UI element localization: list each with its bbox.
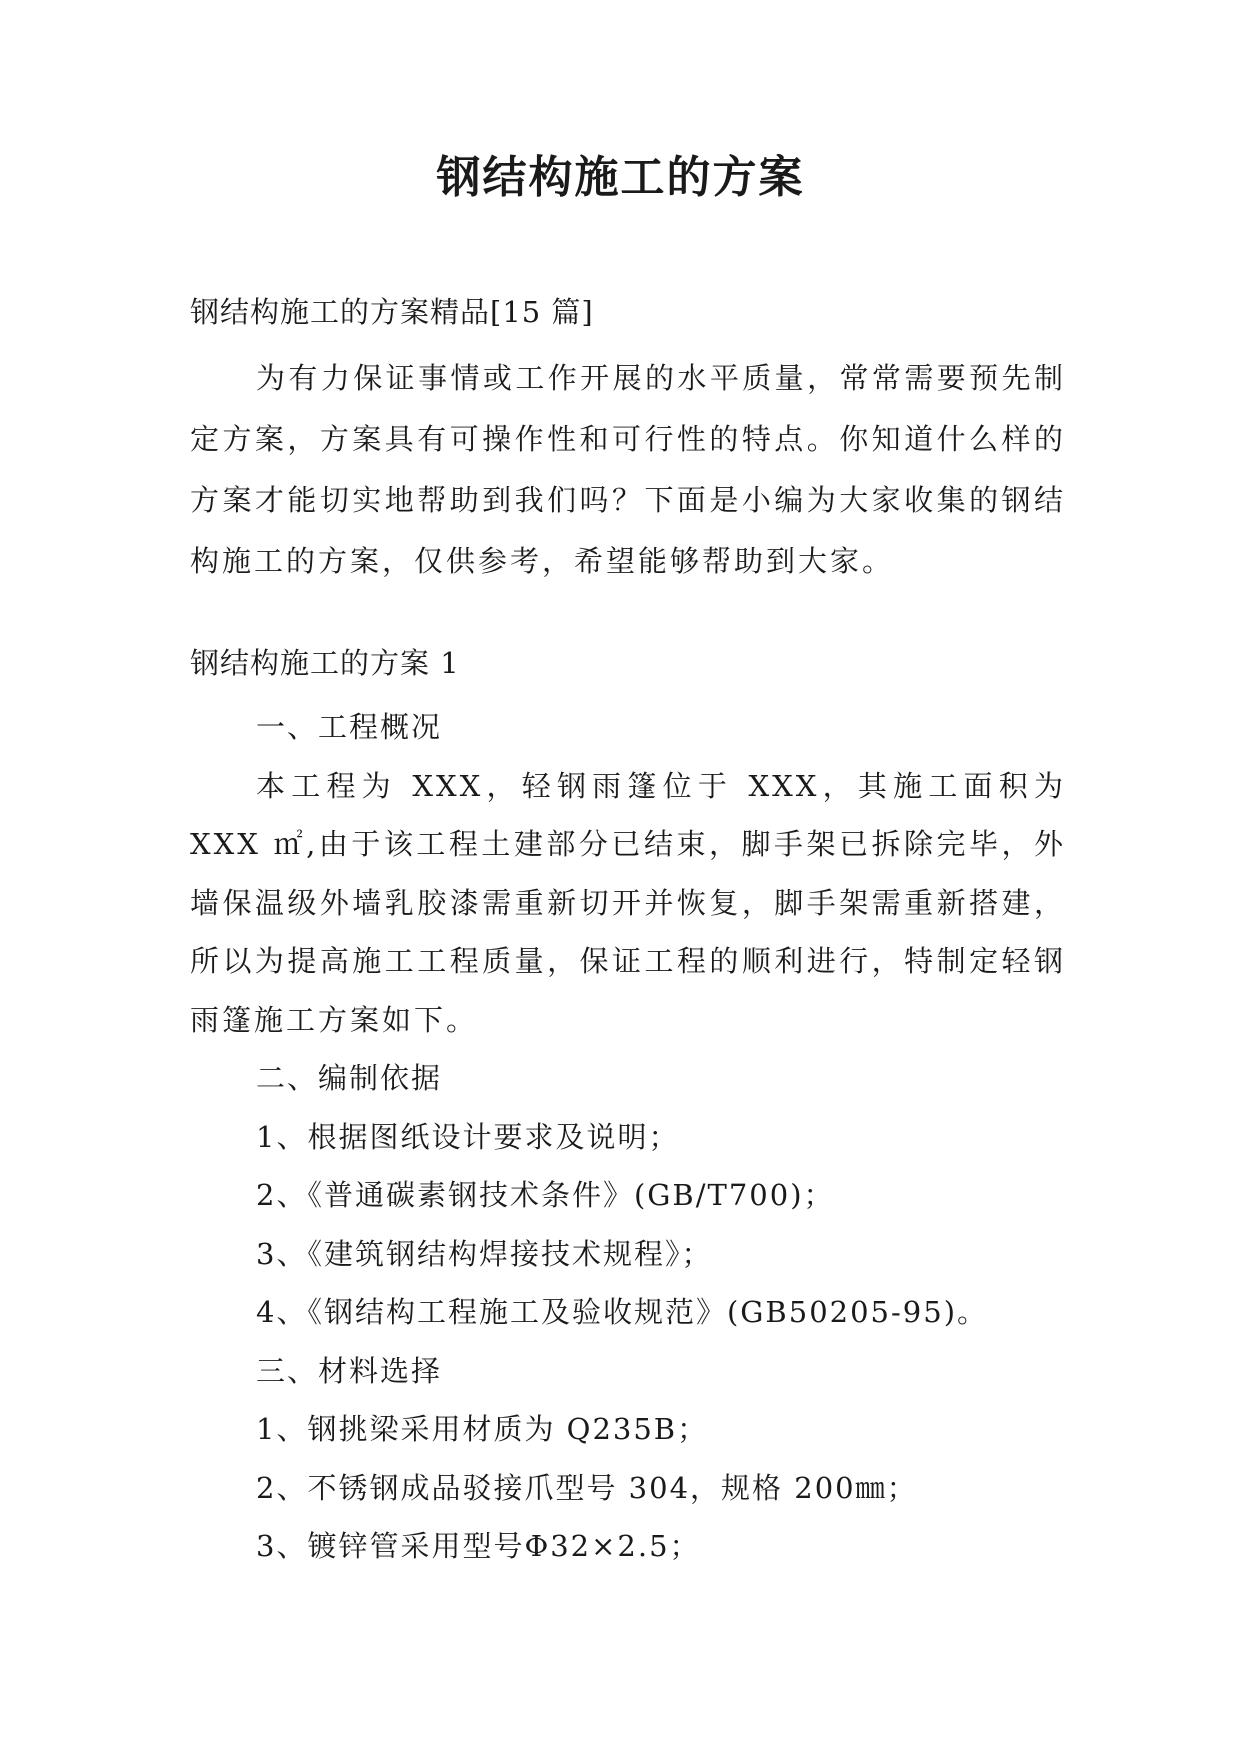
list-item: 2、不锈钢成品驳接爪型号 304，规格 200㎜； xyxy=(256,1470,918,1505)
list-item: 3、《建筑钢结构焊接技术规程》； xyxy=(256,1236,713,1271)
heading-basis: 二、编制依据 xyxy=(256,1061,443,1095)
list-item: 1、根据图纸设计要求及说明； xyxy=(256,1119,680,1154)
overview-paragraph: 本工程为 XXX，轻钢雨篷位于 XXX，其施工面积为 XXX ㎡,由于该工程土建部分已结束，脚手架已拆除完毕，外墙保温级外墙乳胶漆需重新切开并恢复，脚手架需重新搭建，所以为提高施工工程质量，保证工程的顺利进行，特制定轻钢雨篷施工方案如下。 xyxy=(190,768,1066,1037)
list-item: 4、《钢结构工程施工及验收规范》(GB50205-95)。 xyxy=(256,1295,989,1329)
heading-overview: 一、工程概况 xyxy=(256,710,443,744)
list-item: 1、钢挑梁采用材质为 Q235B； xyxy=(256,1412,709,1446)
list-item: 3、镀锌管采用型号Φ32×2.5； xyxy=(256,1529,701,1563)
document-title: 钢结构施工的方案 xyxy=(436,152,805,203)
document-subtitle: 钢结构施工的方案精品[15 篇] xyxy=(190,295,594,329)
list-item: 2、《普通碳素钢技术条件》(GB/T700)； xyxy=(256,1178,835,1212)
section-body xyxy=(190,698,1066,1576)
section-title: 钢结构施工的方案 1 xyxy=(190,646,460,680)
heading-materials: 三、材料选择 xyxy=(256,1353,443,1388)
intro-paragraph: 为有力保证事情或工作开展的水平质量，常常需要预先制定方案，方案具有可操作性和可行性的特点。你知道什么样的方案才能切实地帮助到我们吗？下面是小编为大家收集的钢结构施工的方案，仅供参考，希望能够帮助到大家。 xyxy=(190,361,1066,578)
